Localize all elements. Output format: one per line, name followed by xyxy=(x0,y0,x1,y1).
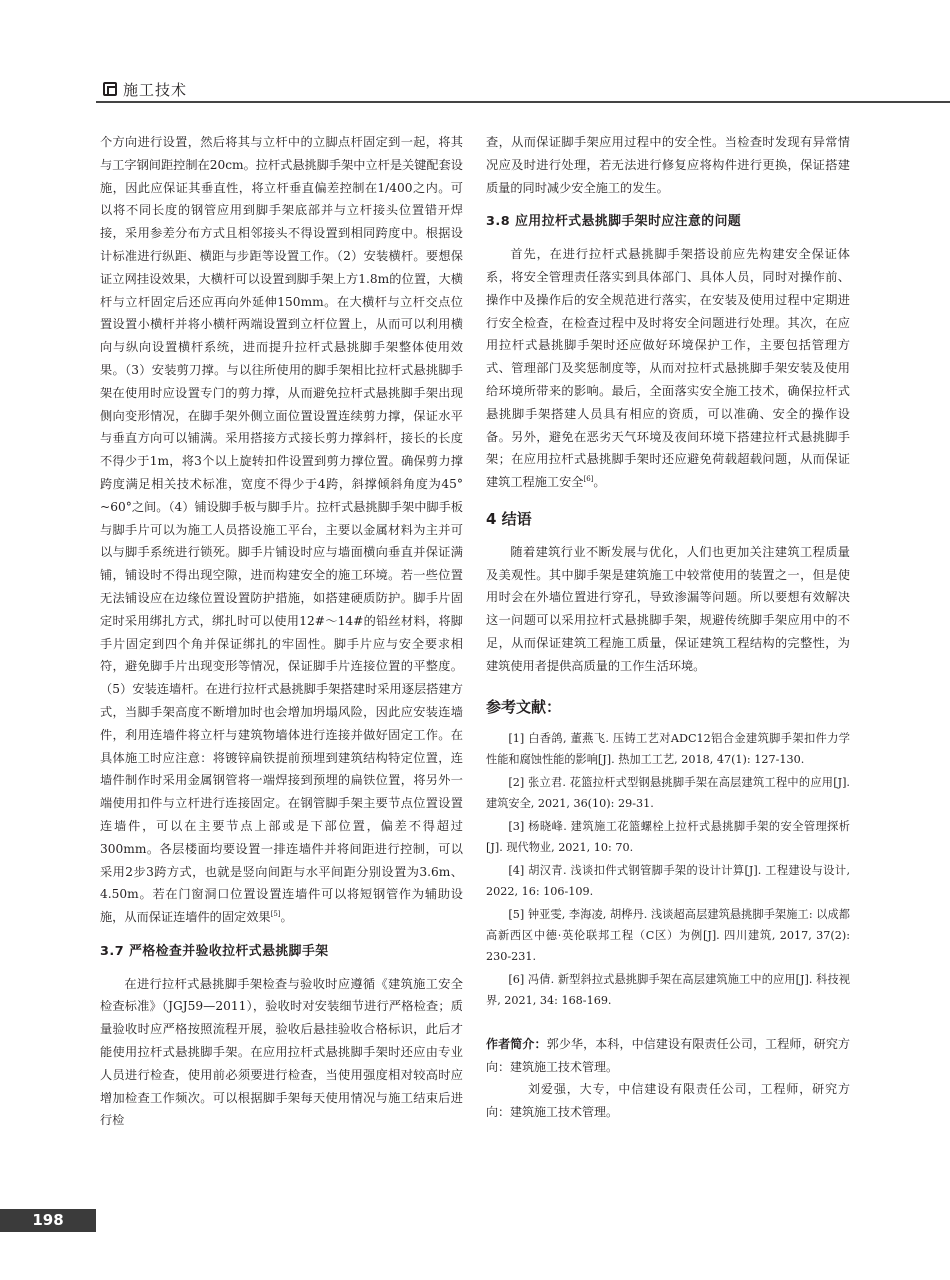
author-label: 作者简介： xyxy=(486,1037,547,1052)
section-3-8-paragraph: 首先，在进行拉杆式悬挑脚手架搭设前应先构建安全保证体系，将安全管理责任落实到具体部门、具体人员，同时对操作前、操作中及操作后的安全规范进行落实，在安装及使用过程中定期进行安全检查，在检查过程中及时将安全问题进行处理。其次，在应用拉杆式悬挑脚手架时还应做好环境保护工作，主要包括管理方式、管理部门及奖惩制度等，从而对拉杆式悬挑脚手架安装及使用给环境所带来的影响。最后，全面落实安全施工技术，确保拉杆式悬挑脚手架搭建人员具有相应的资质，可以准确、安全的操作设备。另外，避免在恶劣天气环境及夜间环境下搭建拉杆式悬挑脚手架；在应用拉杆式悬挑脚手架时还应避免荷载超载问题，从而保证建筑工程施工安全[6]。 xyxy=(486,247,850,490)
page-number: 198 xyxy=(0,1209,96,1232)
section-4-heading: 4 结语 xyxy=(486,509,532,528)
author-bio xyxy=(486,1033,850,1123)
conclusion-paragraph: 随着建筑行业不断发展与优化，人们也更加关注建筑工程质量及美观性。其中脚手架是建筑施工中较常使用的装置之一，但是使用时会在外墙位置进行穿孔，导致渗漏等问题。所以要想有效解决这一问题可以采用拉杆式悬挑脚手架，规避传统脚手架应用中的不足，从而保证建筑工程施工质量，保证建筑工程结构的完整性，为建筑使用者提供高质量的工作生活环境。 xyxy=(486,544,850,673)
header-divider xyxy=(96,101,950,103)
citation: [5] xyxy=(270,910,281,919)
right-column xyxy=(486,131,850,1123)
author-bio-1: 作者简介：郭少华，本科，中信建设有限责任公司，工程师，研究方向：建筑施工技术管理。 xyxy=(486,1037,850,1074)
running-header xyxy=(103,78,187,100)
section-3-7-heading: 3.7 严格检查并验收拉杆式悬挑脚手架 xyxy=(100,943,329,959)
reference-item: [2] 张立君. 花篮拉杆式型钢悬挑脚手架在高层建筑工程中的应用[J]. 建筑安全, 2021, 36(10): 29-31. xyxy=(486,776,850,811)
paragraph-continued-right: 查，从而保证脚手架应用过程中的安全性。当检查时发现有异常情况应及时进行处理，若无法进行修复应将构件进行更换，保证搭建质量的同时减少安全施工的发生。 xyxy=(486,135,850,195)
left-column xyxy=(100,131,463,1132)
author-bio-2: 刘爱强，大专，中信建设有限责任公司，工程师，研究方向：建筑施工技术管理。 xyxy=(486,1082,850,1119)
reference-item: [4] 胡汉青. 浅谈扣件式钢管脚手架的设计计算[J]. 工程建设与设计, 2022, 16: 106-109. xyxy=(486,864,850,899)
citation: [6] xyxy=(583,475,594,484)
section-3-7-paragraph: 在进行拉杆式悬挑脚手架检查与验收时应遵循《建筑施工安全检查标准》（JGJ59—2011），验收时对安装细节进行严格检查；质量验收时应严格按照流程开展，验收后悬挂验收合格标识，此后才能使用拉杆式悬挑脚手架。在应用拉杆式悬挑脚手架时还应由专业人员进行检查，使用前必须要进行检查，当使用强度相对较高时应增加检查工作频次。可以根据脚手架每天使用情况与施工结束后进行检 xyxy=(100,976,463,1128)
reference-item: [1] 白香鸽, 董燕飞. 压铸工艺对ADC12铝合金建筑脚手架扣件力学性能和腐蚀性能的影响[J]. 热加工工艺, 2018, 47(1): 127-130. xyxy=(486,732,850,767)
reference-item: [3] 杨晓峰. 建筑施工花篮螺栓上拉杆式悬挑脚手架的安全管理探析[J]. 现代物业, 2021, 10: 70. xyxy=(486,820,850,855)
references-heading: 参考文献： xyxy=(486,697,562,716)
section-3-8-heading: 3.8 应用拉杆式悬挑脚手架时应注意的问题 xyxy=(486,214,742,230)
header-title: 施工技术 xyxy=(123,80,188,99)
reference-list xyxy=(486,728,850,1011)
reference-item: [5] 钟亚雯, 李海凌, 胡桦丹. 浅谈超高层建筑悬挑脚手架施工: 以成都高新西区中德·英伦联邦工程（C区）为例[J]. 四川建筑, 2017, 37(2): 230-231. xyxy=(486,908,850,964)
journal-logo-icon xyxy=(103,82,117,96)
reference-item: [6] 冯倩. 新型斜拉式悬挑脚手架在高层建筑施工中的应用[J]. 科技视界, 2021, 34: 168-169. xyxy=(486,973,850,1008)
paragraph-continued: 个方向进行设置，然后将其与立杆中的立脚点杆固定到一起，将其与工字钢间距控制在20cm。拉杆式悬挑脚手架中立杆是关键配套设施，因此应保证其垂直性，将立杆垂直偏差控制在1/400之内。可以将不同长度的钢管应用到脚手架底部并与立杆接头位置错开焊接，采用参差分布方式且相邻接头不得设置到相同跨度中。根据设计标准进行纵距、横距与步距等设置工作。（2）安装横杆。要想保证立网挂设效果，大横杆可以设置到脚手架上方1.8m的位置，大横杆与立杆固定后还应再向外延伸150mm。在大横杆与立杆交点位置设置小横杆并将小横杆两端设置到立杆位置上，从而可以利用横向与纵向设置横杆系统，进而提升拉杆式悬挑脚手架整体使用效果。（3）安装剪刀撑。与以往所使用的脚手架相比拉杆式悬挑脚手架在使用时应设置专门的剪力撑，从而避免拉杆式悬挑脚手架出现侧向变形情况，在脚手架外侧立面位置设置连续剪力撑，保证水平与垂直方向可以铺满。采用搭接方式接长剪力撑斜杆，接长的长度不得少于1m，将3个以上旋转扣件设置到剪力撑位置。确保剪力撑跨度满足相关技术标准，宽度不得少于4跨，斜撑倾斜角度为45° ~60°之间。（4）铺设脚手板与脚手片。拉杆式悬挑脚手架中脚手板与脚手片可以为施工人员搭设施工平台，主要以金属材料为主并可以与脚手系统进行锁死。脚手片铺设时应与墙面横向垂直并保证满铺，铺设时不得出现空隙，进而构建安全的施工环境。若一些位置无法铺设应在边缘位置设置防护措施，如搭建硬质防护。脚手片固定时采用绑扎方式，绑扎时可以使用12#～14#的铅丝材料，将脚手片固定到四个角并保证绑扎的牢固性。脚手片应与安全要求相符，避免脚手片出现变形等情况，保证脚手片连接位置的平整度。（5）安装连墙杆。在进行拉杆式悬挑脚手架搭建时采用逐层搭建方式，当脚手架高度不断增加时也会增加坍塌风险，因此应安装连墙件，利用连墙件将立杆与建筑物墙体进行连接并做好固定工作。在具体施工时应注意：将镀锌扁铁提前预埋到建筑结构特定位置，连墙件制作时采用金属钢管将一端焊接到预埋的扁铁位置，将另外一端使用扣件与立杆进行连接固定。在钢管脚手架主要节点位置设置连墙件，可以在主要节点上部或是下部位置，偏差不得超过300mm。各层楼面均要设置一排连墙件并将间距进行控制，可以采用2步3跨方式，也就是竖向间距与水平间距分别设置为3.6m、4.50m。若在门窗洞口位置设置连墙件可以将短钢管作为辅助设施，从而保证连墙件的固定效果[5]。 xyxy=(100,135,463,925)
